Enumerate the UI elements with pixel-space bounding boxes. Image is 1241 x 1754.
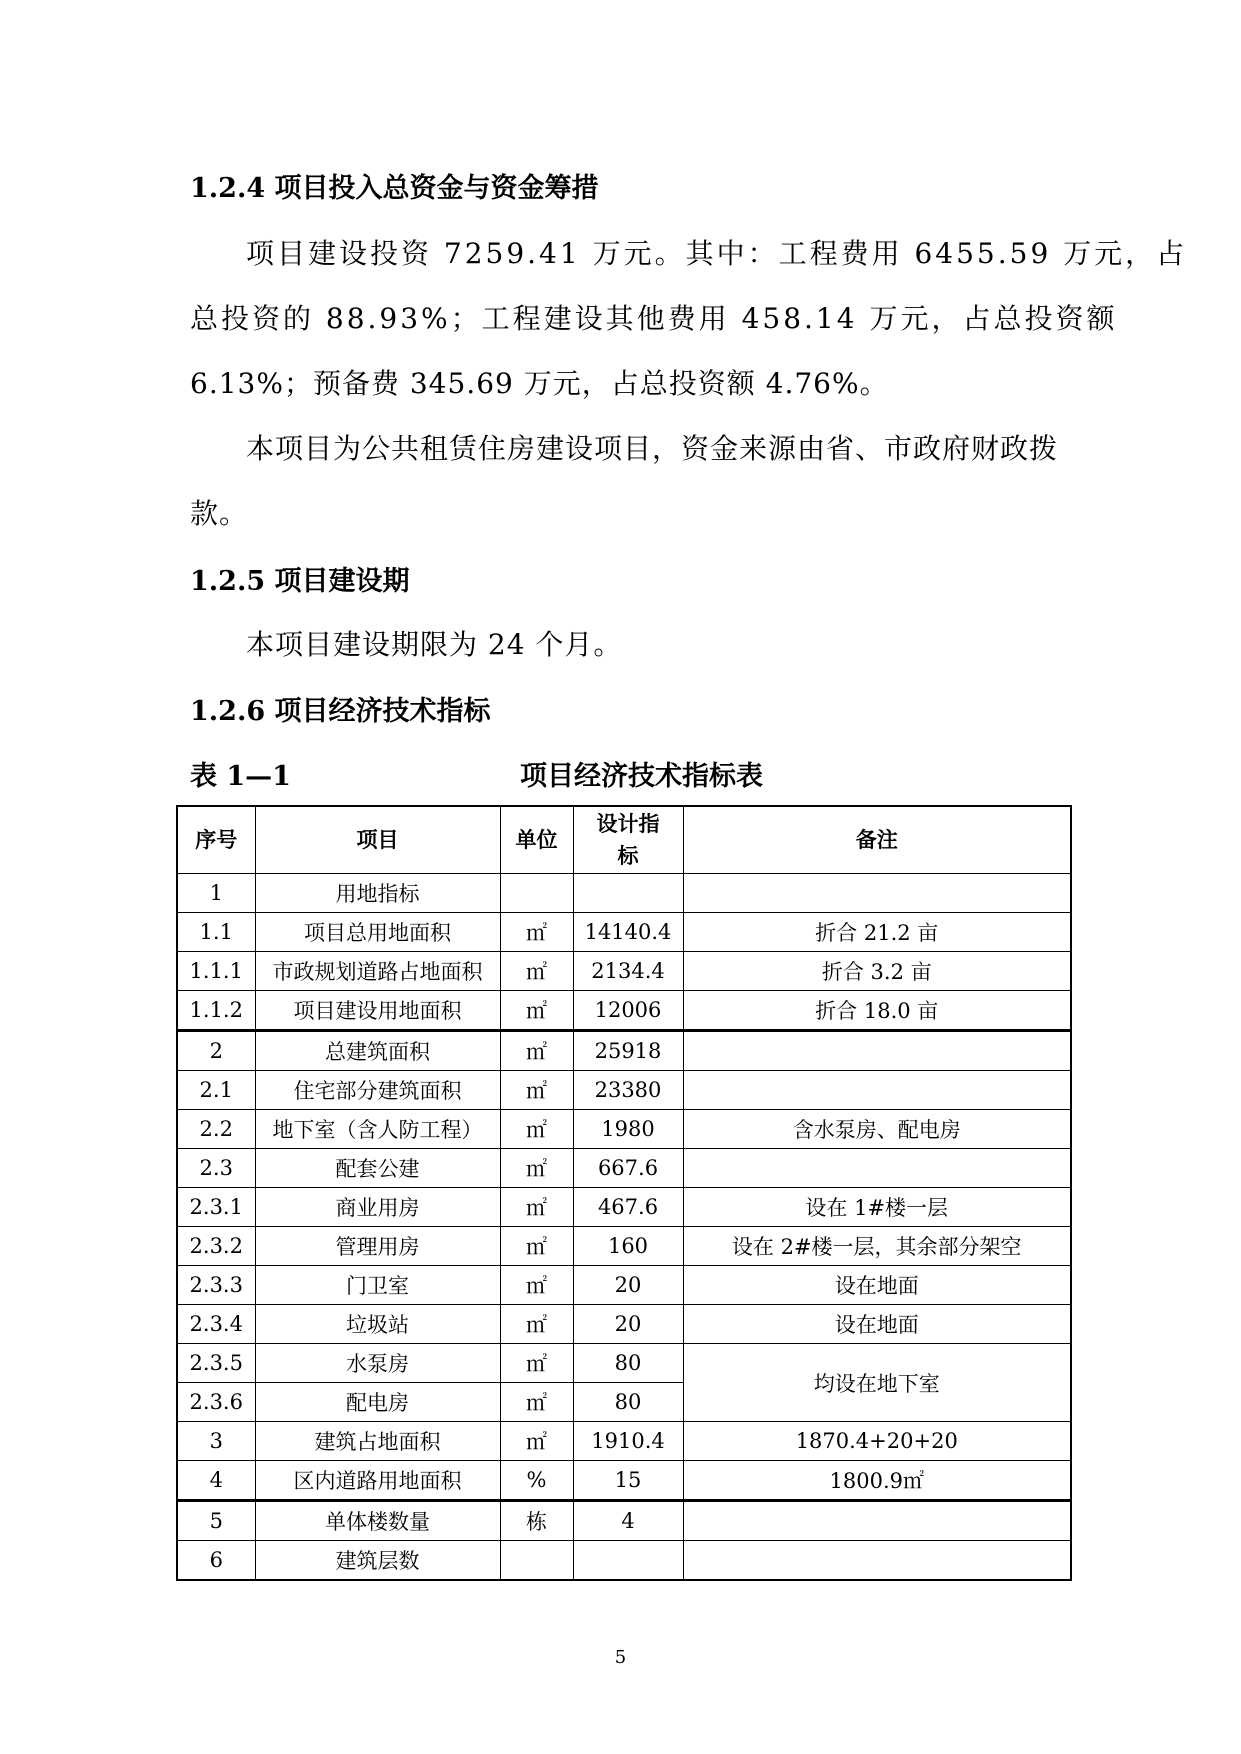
table-row [177, 1501, 1071, 1541]
cell-value: 80 [573, 1344, 683, 1383]
table-row [177, 1227, 1071, 1266]
cell-no: 6 [177, 1541, 255, 1581]
cell-remark: 折合 21.2 亩 [683, 913, 1071, 952]
cell-no: 2.3.4 [177, 1305, 255, 1344]
cell-unit: ㎡ [500, 1071, 573, 1110]
cell-remark: 1870.4+20+20 [683, 1422, 1071, 1461]
cell-no: 2.3.5 [177, 1344, 255, 1383]
section-1-2-6-heading: 1.2.6 项目经济技术指标 [190, 696, 491, 727]
cell-value: 12006 [573, 991, 683, 1031]
cell-item: 商业用房 [255, 1188, 500, 1227]
cell-value: 160 [573, 1227, 683, 1266]
paragraph-investment-line1: 项目建设投资 7259.41 万元。其中：工程费用 6455.59 万元，占 [246, 237, 1188, 270]
cell-no: 4 [177, 1461, 255, 1501]
cell-no: 5 [177, 1501, 255, 1541]
cell-item: 建筑层数 [255, 1541, 500, 1581]
cell-remark [683, 1541, 1071, 1581]
cell-value: 20 [573, 1266, 683, 1305]
table-header-row [177, 806, 1071, 874]
table-row [177, 1149, 1071, 1188]
cell-item: 管理用房 [255, 1227, 500, 1266]
cell-value: 1910.4 [573, 1422, 683, 1461]
cell-item: 用地指标 [255, 874, 500, 913]
paragraph-funding-line1: 本项目为公共租赁住房建设项目，资金来源由省、市政府财政拨 [246, 432, 1059, 465]
cell-unit: % [500, 1461, 573, 1501]
cell-item: 区内道路用地面积 [255, 1461, 500, 1501]
cell-no: 1.1 [177, 913, 255, 952]
header-design-value [573, 806, 683, 874]
cell-value: 2134.4 [573, 952, 683, 991]
paragraph-construction-period: 本项目建设期限为 24 个月。 [246, 628, 623, 661]
cell-no: 2 [177, 1031, 255, 1071]
section-1-2-4-heading: 1.2.4 项目投入总资金与资金筹措 [190, 173, 599, 204]
table-row [177, 1541, 1071, 1581]
cell-unit: ㎡ [500, 991, 573, 1031]
cell-no: 1.1.1 [177, 952, 255, 991]
cell-unit: ㎡ [500, 1149, 573, 1188]
cell-unit: ㎡ [500, 1110, 573, 1149]
cell-item: 配电房 [255, 1383, 500, 1422]
cell-value: 25918 [573, 1031, 683, 1071]
header-no: 序号 [177, 806, 255, 874]
cell-remark [683, 1149, 1071, 1188]
paragraph-investment-line3: 6.13%；预备费 345.69 万元，占总投资额 4.76%。 [190, 367, 889, 400]
header-item: 项目 [255, 806, 500, 874]
table-row [177, 1266, 1071, 1305]
cell-unit: ㎡ [500, 1383, 573, 1422]
paragraph-investment-line2: 总投资的 88.93%；工程建设其他费用 458.14 万元，占总投资额 [190, 302, 1118, 335]
cell-unit: ㎡ [500, 1305, 573, 1344]
table-row [177, 1305, 1071, 1344]
cell-unit: ㎡ [500, 1422, 573, 1461]
cell-item: 垃圾站 [255, 1305, 500, 1344]
table-row [177, 874, 1071, 913]
cell-remark: 含水泵房、配电房 [683, 1110, 1071, 1149]
table-row [177, 1031, 1071, 1071]
cell-value: 1980 [573, 1110, 683, 1149]
cell-no: 3 [177, 1422, 255, 1461]
cell-unit: ㎡ [500, 913, 573, 952]
table-row [177, 1422, 1071, 1461]
header-remark: 备注 [683, 806, 1071, 874]
cell-item: 市政规划道路占地面积 [255, 952, 500, 991]
cell-remark-merged: 均设在地下室 [683, 1344, 1071, 1422]
page-number: 5 [614, 1647, 627, 1668]
paragraph-funding-line2: 款。 [190, 497, 249, 530]
cell-value: 20 [573, 1305, 683, 1344]
cell-unit: ㎡ [500, 952, 573, 991]
table-title: 项目经济技术指标表 [520, 761, 763, 792]
cell-remark: 设在 2#楼一层，其余部分架空 [683, 1227, 1071, 1266]
cell-remark [683, 1071, 1071, 1110]
cell-item: 单体楼数量 [255, 1501, 500, 1541]
table-row [177, 991, 1071, 1031]
table-row [177, 913, 1071, 952]
table-label: 表 1—1 [190, 761, 291, 792]
header-unit: 单位 [500, 806, 573, 874]
cell-remark [683, 1031, 1071, 1071]
cell-unit [500, 1541, 573, 1581]
cell-remark: 设在地面 [683, 1305, 1071, 1344]
table-row [177, 952, 1071, 991]
table-row [177, 1344, 1071, 1383]
cell-no: 2.3.1 [177, 1188, 255, 1227]
cell-item: 住宅部分建筑面积 [255, 1071, 500, 1110]
cell-value: 467.6 [573, 1188, 683, 1227]
cell-no: 2.3.2 [177, 1227, 255, 1266]
cell-remark [683, 874, 1071, 913]
cell-no: 2.3.6 [177, 1383, 255, 1422]
cell-remark [683, 1501, 1071, 1541]
cell-unit: ㎡ [500, 1188, 573, 1227]
cell-no: 2.3 [177, 1149, 255, 1188]
cell-item: 项目总用地面积 [255, 913, 500, 952]
header-design-value-line2: 标 [617, 843, 639, 868]
cell-remark: 折合 18.0 亩 [683, 991, 1071, 1031]
cell-value: 667.6 [573, 1149, 683, 1188]
cell-remark: 1800.9㎡ [683, 1461, 1071, 1501]
cell-unit: ㎡ [500, 1227, 573, 1266]
economic-indicator-table [176, 805, 1072, 1581]
cell-no: 2.1 [177, 1071, 255, 1110]
table-row [177, 1071, 1071, 1110]
cell-item: 总建筑面积 [255, 1031, 500, 1071]
cell-remark: 设在地面 [683, 1266, 1071, 1305]
cell-no: 1 [177, 874, 255, 913]
cell-remark: 设在 1#楼一层 [683, 1188, 1071, 1227]
cell-value [573, 1541, 683, 1581]
cell-value: 80 [573, 1383, 683, 1422]
cell-item: 配套公建 [255, 1149, 500, 1188]
cell-unit: ㎡ [500, 1344, 573, 1383]
cell-item: 地下室（含人防工程） [255, 1110, 500, 1149]
cell-no: 2.2 [177, 1110, 255, 1149]
cell-value [573, 874, 683, 913]
cell-item: 门卫室 [255, 1266, 500, 1305]
table-row [177, 1110, 1071, 1149]
cell-value: 4 [573, 1501, 683, 1541]
cell-value: 14140.4 [573, 913, 683, 952]
cell-unit: ㎡ [500, 1031, 573, 1071]
cell-item: 项目建设用地面积 [255, 991, 500, 1031]
table-row [177, 1461, 1071, 1501]
cell-item: 建筑占地面积 [255, 1422, 500, 1461]
section-1-2-5-heading: 1.2.5 项目建设期 [190, 566, 410, 597]
cell-unit: ㎡ [500, 1266, 573, 1305]
cell-no: 2.3.3 [177, 1266, 255, 1305]
cell-unit: 栋 [500, 1501, 573, 1541]
table-row [177, 1188, 1071, 1227]
cell-remark: 折合 3.2 亩 [683, 952, 1071, 991]
cell-item: 水泵房 [255, 1344, 500, 1383]
cell-value: 23380 [573, 1071, 683, 1110]
cell-value: 15 [573, 1461, 683, 1501]
cell-unit [500, 874, 573, 913]
header-design-value-line1: 设计指 [596, 811, 660, 836]
cell-no: 1.1.2 [177, 991, 255, 1031]
